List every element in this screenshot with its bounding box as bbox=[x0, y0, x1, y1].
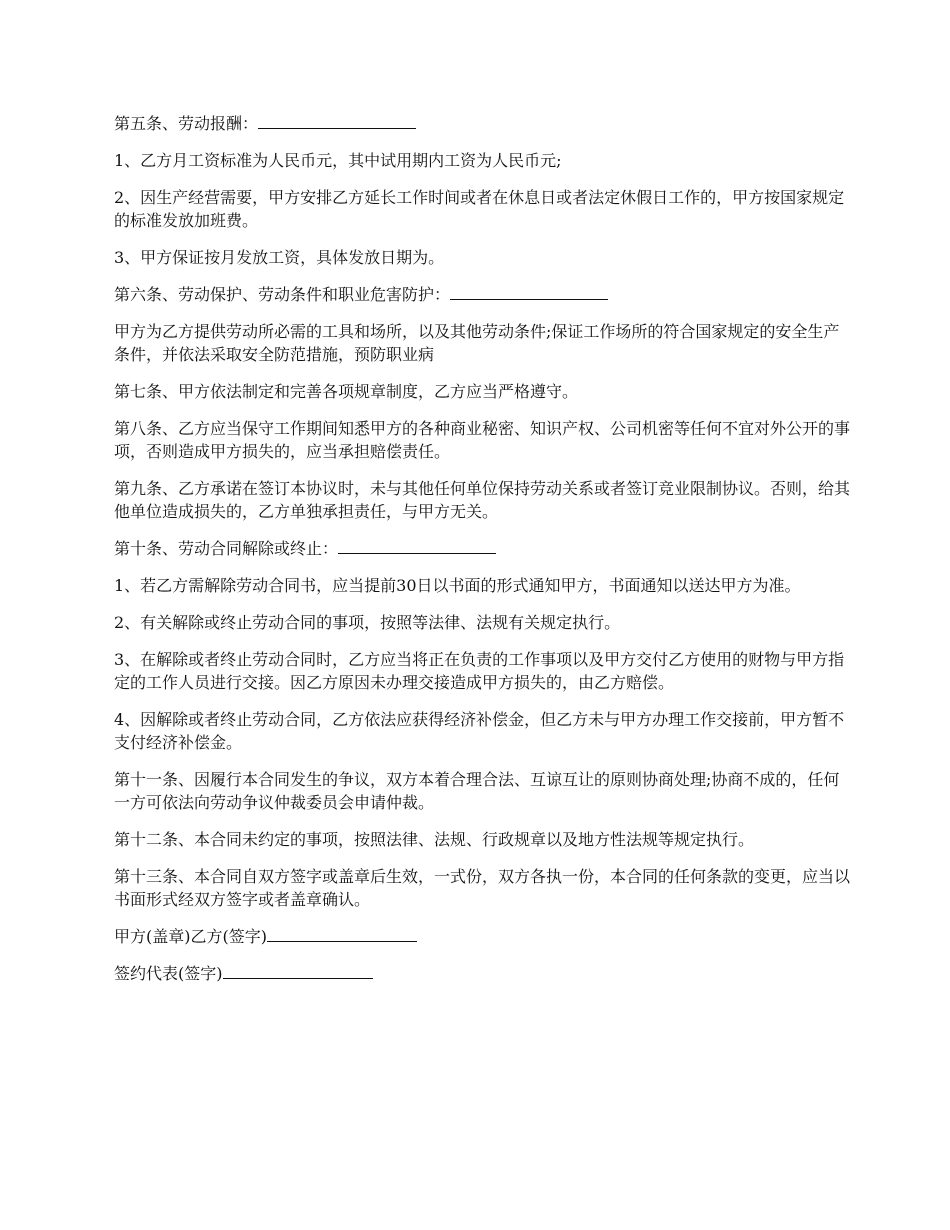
signature-parties: 甲方(盖章)乙方(签字) bbox=[114, 925, 854, 948]
article-11: 第十一条、因履行本合同发生的争议，双方本着合理合法、互谅互让的原则协商处理;协商不成的，任何一方可依法向劳动争议仲裁委员会申请仲裁。 bbox=[114, 770, 840, 812]
article-10-item-1: 1、若乙方需解除劳动合同书，应当提前30日以书面的形式通知甲方，书面通知以送达甲方为准。 bbox=[114, 576, 801, 595]
article-5-item-2: 2、因生产经营需要，甲方安排乙方延长工作时间或者在休息日或者法定休假日工作的，甲方按国家规定的标准发放加班费。 bbox=[114, 188, 845, 230]
article-5-item-3: 3、甲方保证按月发放工资，具体发放日期为。 bbox=[114, 248, 445, 267]
article-10-item-3: 3、在解除或者终止劳动合同时，乙方应当将正在负责的工作事项以及甲方交付乙方使用的财物与甲方指定的工作人员进行交接。因乙方原因未办理交接造成甲方损失的，由乙方赔偿。 bbox=[114, 650, 845, 692]
contract-page bbox=[114, 112, 854, 999]
signature-line[interactable] bbox=[267, 925, 417, 942]
fill-blank-line[interactable] bbox=[258, 112, 416, 129]
article-10-item-2: 2、有关解除或终止劳动合同的事项，按照等法律、法规有关规定执行。 bbox=[114, 613, 621, 632]
article-6-body: 甲方为乙方提供劳动所必需的工具和场所，以及其他劳动条件;保证工作场所的符合国家规定的安全生产条件，并依法采取安全防范措施，预防职业病 bbox=[114, 322, 840, 364]
article-7: 第七条、甲方依法制定和完善各项规章制度，乙方应当严格遵守。 bbox=[114, 382, 579, 401]
article-10-heading: 第十条、劳动合同解除或终止： bbox=[114, 537, 854, 560]
fill-blank-line[interactable] bbox=[450, 283, 608, 300]
fill-blank-line[interactable] bbox=[338, 537, 496, 554]
article-5-item-1: 1、乙方月工资标准为人民币元，其中试用期内工资为人民币元; bbox=[114, 151, 562, 170]
article-10-item-4: 4、因解除或者终止劳动合同，乙方依法应获得经济补偿金，但乙方未与甲方办理工作交接前，甲方暂不支付经济补偿金。 bbox=[114, 710, 845, 752]
signature-line[interactable] bbox=[223, 962, 373, 979]
article-12: 第十二条、本合同未约定的事项，按照法律、法规、行政规章以及地方性法规等规定执行。 bbox=[114, 830, 755, 849]
article-8: 第八条、乙方应当保守工作期间知悉甲方的各种商业秘密、知识产权、公司机密等任何不宜对外公开的事项，否则造成甲方损失的，应当承担赔偿责任。 bbox=[114, 419, 851, 461]
article-13: 第十三条、本合同自双方签字或盖章后生效，一式份，双方各执一份，本合同的任何条款的变更，应当以书面形式经双方签字或者盖章确认。 bbox=[114, 867, 851, 909]
article-6-heading: 第六条、劳动保护、劳动条件和职业危害防护： bbox=[114, 283, 854, 306]
signature-representative: 签约代表(签字) bbox=[114, 962, 854, 985]
article-5-heading: 第五条、劳动报酬： bbox=[114, 112, 854, 135]
article-9: 第九条、乙方承诺在签订本协议时，未与其他任何单位保持劳动关系或者签订竞业限制协议。否则，给其他单位造成损失的，乙方单独承担责任，与甲方无关。 bbox=[114, 479, 851, 521]
